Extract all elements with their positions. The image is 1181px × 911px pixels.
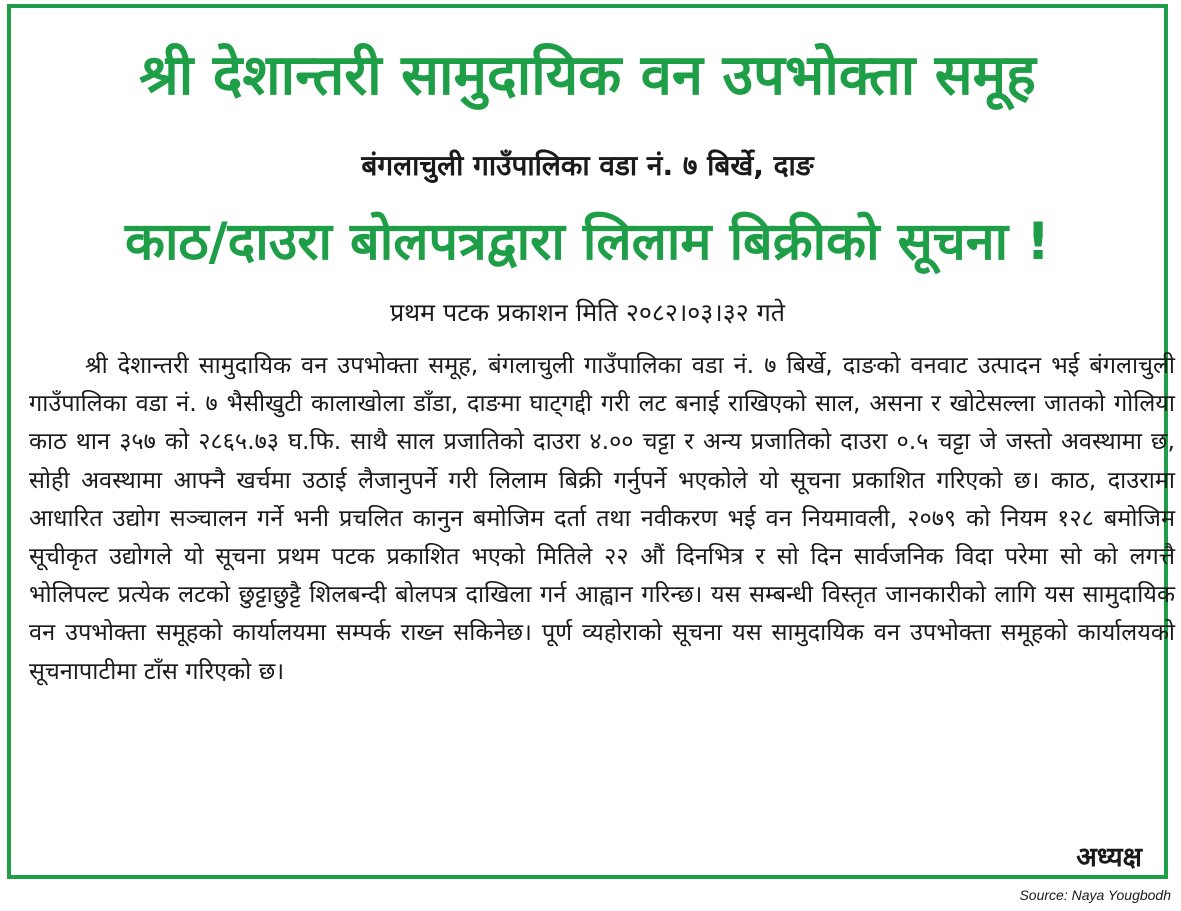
publication-date: प्रथम पटक प्रकाशन मिति २०८२।०३।३२ गते — [389, 298, 786, 327]
notice-headline: काठ/दाउरा बोलपत्रद्वारा लिलाम बिक्रीको सूचना ! — [125, 212, 1050, 272]
notice-frame — [7, 4, 1175, 879]
notice-title: श्री देशान्तरी सामुदायिक वन उपभोक्ता समूह — [139, 43, 1036, 108]
source-credit: Source: Naya Yougbodh — [1019, 887, 1171, 903]
signatory-title: अध्यक्ष — [1076, 842, 1142, 873]
notice-body: श्री देशान्तरी सामुदायिक वन उपभोक्ता समूह, बंगलाचुली गाउँपालिका वडा नं. ७ बिर्खे, दाङको वनवाट उत्पादन भई बंगलाचुली गाउँपालिका वडा नं. ७ भैसीखुटी कालाखोला डाँडा, दाङमा घाट्गद्दी गरी लट बनाई राखिएको साल, असना र खोटेसल्ला जातको गोलिया काठ थान ३५७ को २८६५.७३ घ.फि. साथै साल प्रजातिको दाउरा ४.०० चट्टा र अन्य प्रजातिको दाउरा ०.५ चट्टा जे जस्तो अवस्थामा छ, सोही अवस्थामा आफ्नै खर्चमा उठाई लैजानुपर्ने गरी लिलाम बिक्री गर्नुपर्ने भएकोले यो सूचना प्रकाशित गरिएको छ। काठ, दाउरामा आधारित उद्योग सञ्चालन गर्ने भनी प्रचलित कानुन बमोजिम दर्ता तथा नवीकरण भई वन नियमावली, २०७९ को नियम १२८ बमोजिम सूचीकृत उद्योगले यो सूचना प्रथम पटक प्रकाशित भएको मितिले २२ औं दिनभित्र र सो दिन सार्वजनिक विदा परेमा सो को लगत्तै भोलिपल्ट प्रत्येक लटको छुट्टाछुट्टै शिलबन्दी बोलपत्र दाखिला गर्न आह्वान गरिन्छ। यस सम्बन्धी विस्तृत जानकारीको लागि यस सामुदायिक वन उपभोक्ता समूहको कार्यालयमा सम्पर्क राख्न सकिनेछ। पूर्ण व्यहोराको सूचना यस सामुदायिक वन उपभोक्ता समूहको कार्यालयको सूचनापाटीमा टाँस गरिएको छ। — [29, 351, 1175, 685]
notice-address: बंगलाचुली गाउँपालिका वडा नं. ७ बिर्खे, दाङ — [361, 149, 814, 182]
